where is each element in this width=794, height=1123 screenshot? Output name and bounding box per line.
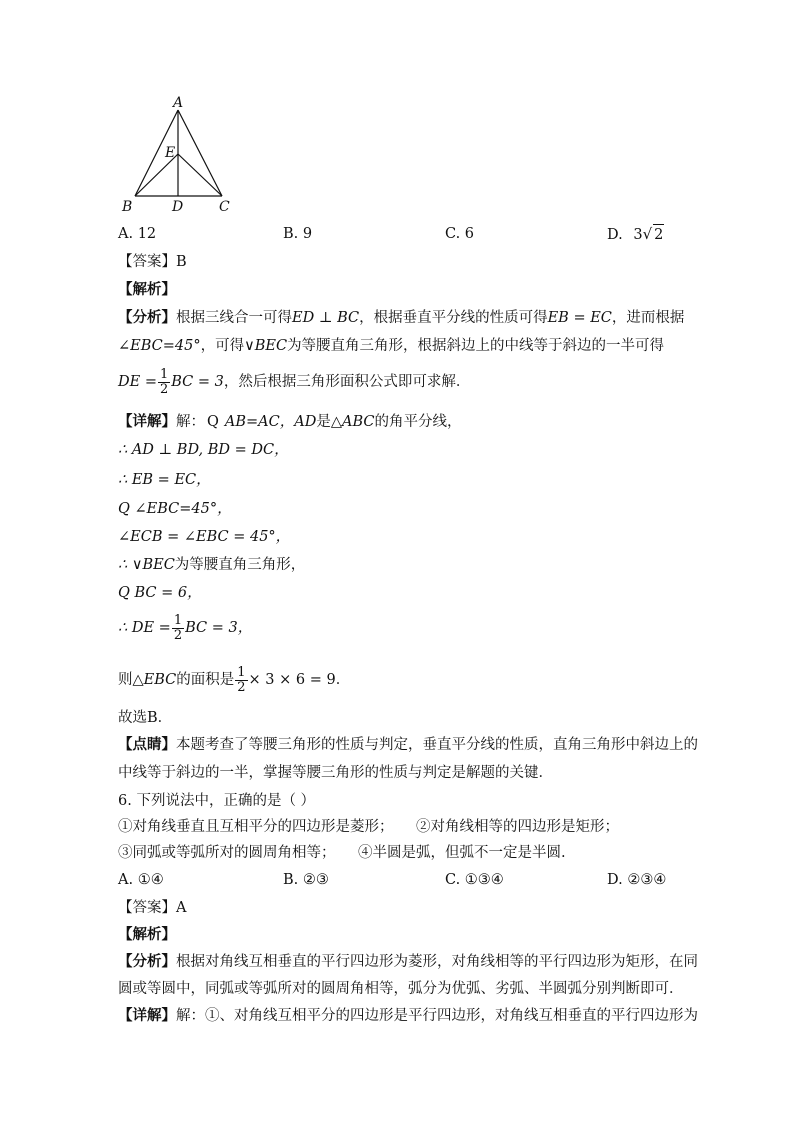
denominator: 2	[237, 679, 246, 695]
q6-option-d: D. ②③④	[607, 872, 667, 888]
q5-analysis-heading: 【解析】	[118, 281, 176, 298]
text: ，然后根据三角形面积公式即可求解．	[223, 374, 471, 390]
text: 本题考查了等腰三角形的性质与判定，垂直平分线的性质，直角三角形中斜边上的	[176, 737, 698, 753]
text: 则△	[118, 672, 144, 688]
q5-xiangjie-line1	[118, 412, 462, 432]
q5-xiangjie-line3: ∴ EB = EC，	[118, 472, 211, 488]
label-B: B	[122, 199, 133, 215]
q6-xiangjie-line1	[118, 1006, 698, 1026]
q5-fenxi-line2	[118, 336, 664, 356]
q6-option-a: A. ①④	[118, 872, 164, 888]
text: 的角平分线，	[374, 414, 462, 430]
numerator: 1	[237, 664, 246, 680]
label-C: C	[219, 199, 230, 215]
text: ，可得	[200, 338, 245, 354]
math: ∴ DE =	[118, 620, 171, 636]
q6-fenxi-line1	[118, 952, 698, 972]
option-a: A. 12	[118, 226, 157, 242]
math: ∨BEC	[244, 338, 288, 354]
q5-fenxi-line3	[118, 366, 470, 398]
text: 解：	[176, 414, 205, 430]
math: ABC	[342, 414, 375, 430]
math: ∴ ∨BEC	[118, 557, 175, 573]
numerator: 1	[173, 612, 183, 628]
text: 为等腰直角三角形，根据斜边上的中线等于斜边的一半可得	[287, 338, 665, 354]
q5-choose: 故选B．	[118, 710, 173, 726]
math: DE =	[118, 374, 157, 390]
text: 为等腰直角三角形，	[174, 557, 306, 573]
q6-option-b: B. ②③	[283, 872, 329, 888]
math: EB = EC	[547, 310, 612, 326]
xiangjie-tag: 【详解】	[118, 413, 176, 430]
denominator: 2	[173, 627, 183, 643]
q5-xiangjie-line7: Q BC = 6，	[118, 585, 202, 601]
segment-EC	[178, 154, 222, 196]
q6-analysis-heading: 【解析】	[118, 926, 176, 943]
option-d: D. 3√ 2	[607, 225, 664, 243]
label-E: E	[165, 145, 176, 161]
q5-xiangjie-line9	[118, 664, 350, 696]
q5-xiangjie-line6	[118, 555, 305, 575]
label-A: A	[173, 95, 184, 111]
segment-AC	[178, 110, 222, 196]
q6-stem: 6. 下列说法中，正确的是（ ）	[118, 793, 316, 809]
q5-answer: 【答案】B	[118, 254, 187, 270]
q6-answer: 【答案】A	[118, 900, 187, 916]
q5-xiangjie-line4: Q ∠EBC=45°，	[118, 501, 232, 517]
q5-dianjing-line1	[118, 735, 698, 755]
fraction	[172, 614, 184, 643]
math: × 3 × 6 = 9	[248, 672, 336, 688]
math: BC = 3	[171, 374, 224, 390]
text: 解：①、对角线互相平分的四边形是平行四边形，对角线互相垂直的平行四边形为	[176, 1008, 698, 1024]
label-D: D	[172, 199, 184, 215]
q6-statement-1: ①对角线垂直且互相平分的四边形是菱形；	[118, 819, 394, 835]
math: EBC	[143, 672, 177, 688]
text: 是△	[316, 414, 342, 430]
q5-dianjing-line2: 中线等于斜边的一半，掌握等腰三角形的性质与判定是解题的关键．	[118, 765, 553, 781]
q6-statement-4: ④半圆是弧，但弧不一定是半圆.	[358, 845, 566, 861]
fraction	[235, 666, 247, 695]
xiangjie-tag: 【详解】	[118, 1007, 176, 1024]
math: BC = 3，	[185, 620, 253, 636]
q5-xiangjie-line5: ∠ECB = ∠EBC = 45°，	[118, 529, 291, 545]
q5-xiangjie-line2: ∴ AD ⊥ BD, BD = DC，	[118, 442, 289, 458]
q6-statement-2: ②对角线相等的四边形是矩形；	[416, 819, 619, 835]
text: 的面积是	[176, 672, 235, 688]
option-c: C. 6	[445, 226, 475, 242]
math: ED ⊥ BC	[292, 310, 360, 326]
text: 根据对角线互相垂直的平行四边形为菱形，对角线相等的平行四边形为矩形，在同	[176, 954, 698, 970]
text: 根据三线合一可得	[176, 310, 292, 326]
q5-fenxi-line1	[118, 308, 684, 328]
denominator: 2	[159, 381, 169, 397]
q5-xiangjie-line8	[118, 612, 252, 644]
because-symbol: Q	[207, 414, 219, 430]
option-d-coef: 3	[633, 227, 643, 243]
triangle-figure	[118, 92, 258, 220]
q6-fenxi-line2: 圆或等圆中，同弧或等弧所对的圆周角相等，弧分为优弧、劣弧、半圆弧分别判断即可．	[118, 981, 684, 997]
text: ，进而根据	[611, 310, 685, 326]
text: ．	[335, 672, 351, 688]
option-d-prefix: D.	[607, 227, 623, 243]
option-d-radicand: 2	[653, 224, 664, 245]
fraction	[158, 368, 170, 397]
math: AB=AC，AD	[224, 414, 317, 430]
q6-option-c: C. ①③④	[445, 872, 504, 888]
dianjing-tag: 【点睛】	[118, 736, 176, 753]
q6-statement-3: ③同弧或等弧所对的圆周角相等；	[118, 845, 336, 861]
fenxi-tag: 【分析】	[118, 953, 176, 970]
fenxi-tag: 【分析】	[118, 309, 176, 326]
option-b: B. 9	[283, 226, 313, 242]
text: ，根据垂直平分线的性质可得	[359, 310, 548, 326]
math: ∠EBC=45°	[118, 338, 201, 354]
numerator: 1	[159, 366, 169, 382]
